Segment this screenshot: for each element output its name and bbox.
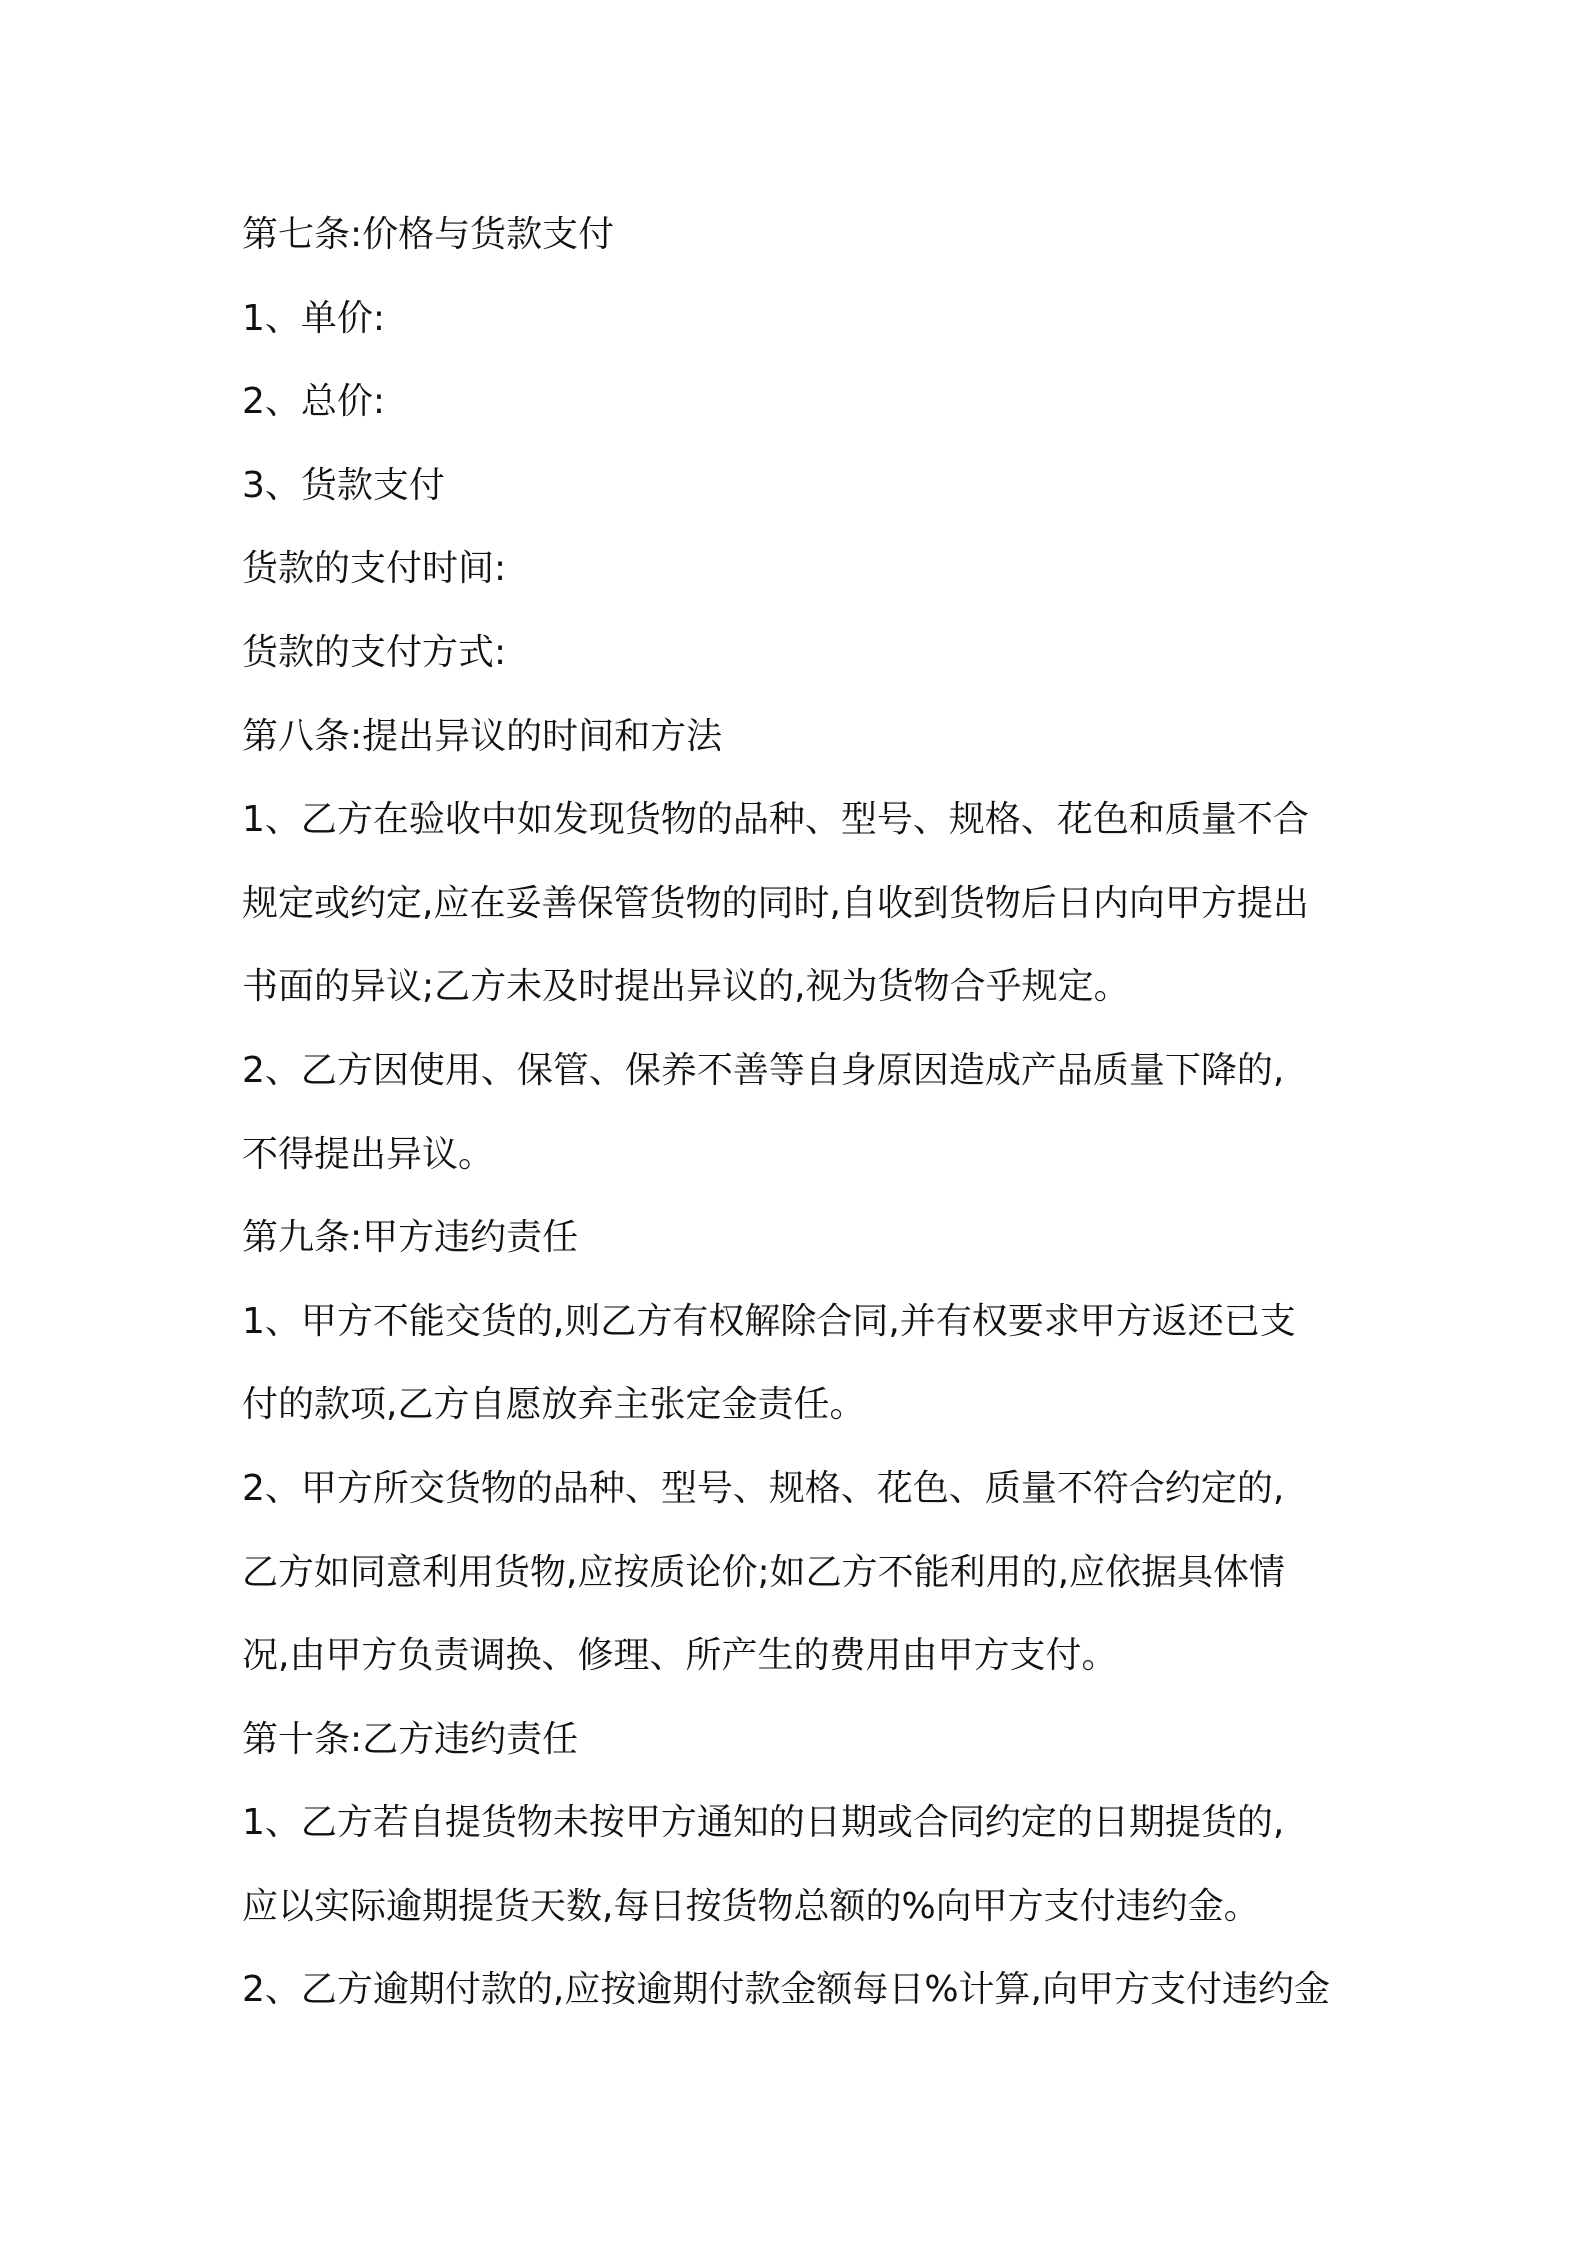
article-9-heading: 第九条:甲方违约责任 bbox=[242, 1217, 579, 1259]
article-8-item-2-line-2: 不得提出异议。 bbox=[242, 1133, 495, 1175]
article-8-item-2-line-1: 2、乙方因使用、保管、保养不善等自身原因造成产品质量下降的, bbox=[242, 1049, 1285, 1091]
payment-method: 货款的支付方式: bbox=[242, 631, 507, 673]
article-7-item-1: 1、单价: bbox=[242, 297, 386, 339]
article-10-item-1-line-2: 应以实际逾期提货天数,每日按货物总额的%向甲方支付违约金。 bbox=[242, 1885, 1260, 1927]
article-8-item-1-line-1: 1、乙方在验收中如发现货物的品种、型号、规格、花色和质量不合 bbox=[242, 799, 1309, 841]
article-8-heading: 第八条:提出异议的时间和方法 bbox=[242, 715, 723, 757]
article-10-heading: 第十条:乙方违约责任 bbox=[242, 1718, 579, 1760]
article-8-item-1-line-3: 书面的异议;乙方未及时提出异议的,视为货物合乎规定。 bbox=[242, 966, 1130, 1008]
article-9-item-1-line-1: 1、甲方不能交货的,则乙方有权解除合同,并有权要求甲方返还已支 bbox=[242, 1300, 1296, 1342]
article-9-item-2-line-2: 乙方如同意利用货物,应按质论价;如乙方不能利用的,应依据具体情 bbox=[242, 1551, 1286, 1593]
article-8-item-1-line-2: 规定或约定,应在妥善保管货物的同时,自收到货物后日内向甲方提出 bbox=[242, 882, 1309, 924]
document-body bbox=[242, 193, 1362, 2032]
article-7-item-3: 3、货款支付 bbox=[242, 464, 445, 506]
article-10-item-2-line-1: 2、乙方逾期付款的,应按逾期付款金额每日%计算,向甲方支付违约金 bbox=[242, 1969, 1330, 2011]
article-9-item-2-line-3: 况,由甲方负责调换、修理、所产生的费用由甲方支付。 bbox=[242, 1635, 1118, 1677]
article-10-item-1-line-1: 1、乙方若自提货物未按甲方通知的日期或合同约定的日期提货的, bbox=[242, 1802, 1285, 1844]
article-9-item-1-line-2: 付的款项,乙方自愿放弃主张定金责任。 bbox=[242, 1384, 866, 1426]
article-7-heading: 第七条:价格与货款支付 bbox=[242, 214, 615, 255]
payment-time: 货款的支付时间: bbox=[242, 548, 507, 590]
article-9-item-2-line-1: 2、甲方所交货物的品种、型号、规格、花色、质量不符合约定的, bbox=[242, 1467, 1285, 1509]
article-7-item-2: 2、总价: bbox=[242, 381, 386, 423]
